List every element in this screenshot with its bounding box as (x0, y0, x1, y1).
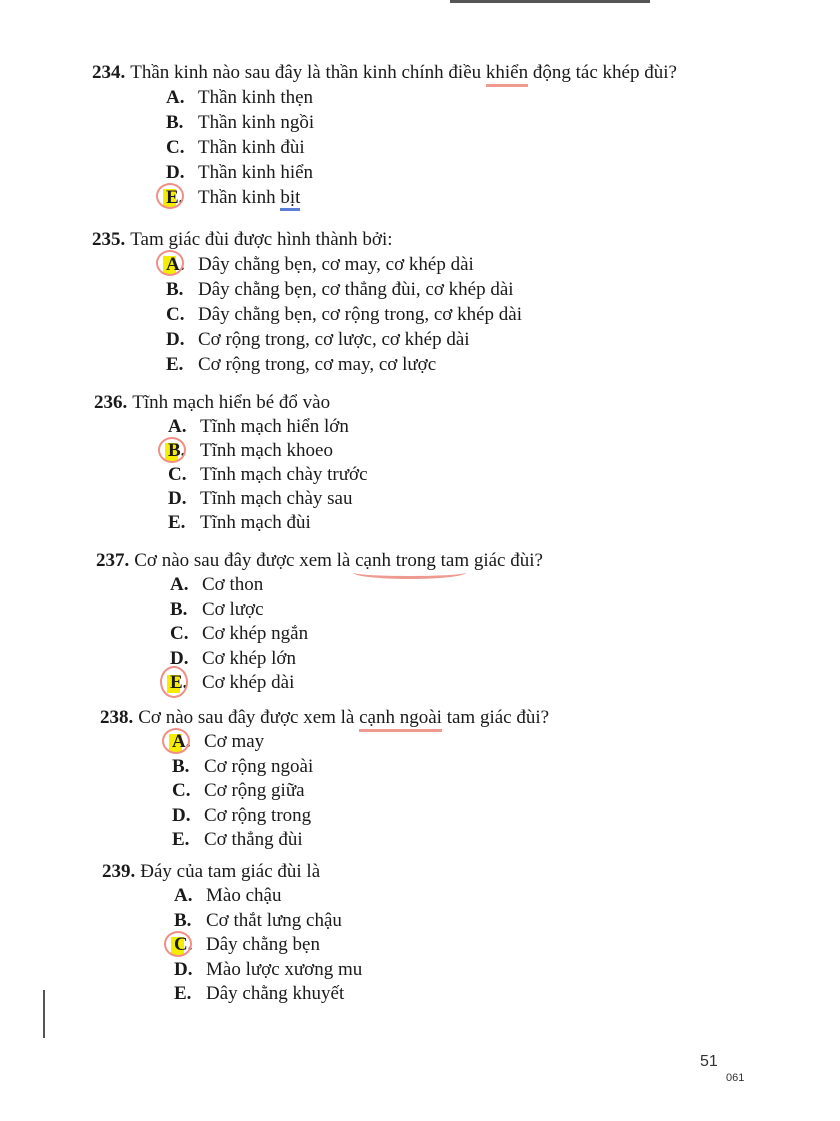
option-letter-text: E. (170, 672, 188, 693)
option-letter: C. (166, 304, 185, 325)
option-a[interactable] (170, 573, 543, 598)
option-letter: E. (166, 354, 184, 375)
option-c[interactable] (166, 302, 522, 327)
option-text: Dây chằng bẹn, cơ rộng trong, cơ khép dài (198, 304, 522, 325)
option-letter: C. (170, 623, 189, 644)
option-letter: B. (172, 755, 190, 777)
option-letter (166, 185, 198, 210)
option-e[interactable] (166, 352, 522, 377)
option-c-selected[interactable] (174, 933, 362, 958)
answer-circle-mark (164, 931, 192, 957)
option-letter: D. (170, 647, 189, 669)
option-letter: D. (166, 162, 185, 183)
option-text: Cơ lược (202, 598, 264, 620)
option-letter: D. (166, 329, 185, 350)
option-letter-text: B. (168, 440, 186, 461)
option-d[interactable] (166, 327, 522, 352)
option-letter (168, 439, 200, 463)
option-d[interactable] (174, 958, 362, 983)
option-letter-text: A. (172, 731, 191, 752)
underlined-word: khiển (486, 62, 528, 87)
option-text: Thần kinh ngồi (198, 112, 315, 133)
option-d[interactable] (166, 160, 677, 185)
option-letter (172, 730, 204, 755)
option-text: Tĩnh mạch chày trước (200, 464, 368, 485)
option-e[interactable] (172, 828, 549, 853)
option-letter: E. (172, 829, 190, 850)
option-text: Thần kinh hiển (198, 162, 314, 183)
question-stem (94, 390, 368, 415)
option-c[interactable] (168, 463, 368, 487)
option-e-selected[interactable] (166, 185, 677, 210)
option-text: Mào chậu (206, 885, 282, 906)
question-text: Đáy của tam giác đùi là (140, 861, 321, 882)
option-e-selected[interactable] (170, 671, 543, 696)
underlined-word: bịt (280, 187, 300, 211)
option-text: Tĩnh mạch đùi (200, 512, 311, 533)
option-b[interactable] (166, 110, 677, 135)
option-text: Cơ rộng trong (204, 804, 312, 826)
option-letter: B. (170, 598, 188, 620)
question-stem (96, 548, 543, 573)
question-stem (92, 60, 677, 85)
option-a[interactable] (174, 884, 362, 909)
option-letter: B. (166, 112, 184, 133)
option-b[interactable] (166, 277, 522, 302)
option-text: Mào lược xương mu (206, 958, 363, 980)
option-letter: D. (172, 804, 191, 826)
option-text: Tĩnh mạch khoeo (200, 440, 333, 461)
question-number: 237. (96, 550, 130, 571)
option-b[interactable] (170, 598, 543, 623)
option-c[interactable] (172, 779, 549, 804)
option-letter: D. (174, 958, 193, 980)
question-text: Cơ nào sau đây được xem là (134, 550, 356, 571)
options-list (174, 884, 362, 1007)
question-number: 236. (94, 392, 128, 413)
question-text: Cơ nào sau đây được xem là (138, 707, 360, 728)
question-235 (92, 227, 522, 377)
option-text: Dây chằng bẹn (206, 934, 320, 955)
margin-scan-mark (43, 990, 45, 1038)
option-text: Dây chằng bẹn, cơ thẳng đùi, cơ khép dài (198, 279, 514, 300)
question-text: tam giác đùi? (435, 550, 543, 571)
option-letter: C. (172, 780, 191, 801)
option-letter: C. (168, 464, 187, 485)
option-b[interactable] (174, 909, 362, 934)
option-c[interactable] (166, 135, 677, 160)
option-letter: E. (168, 512, 186, 533)
question-234 (92, 60, 677, 210)
options-list (168, 415, 368, 535)
options-list (166, 85, 677, 210)
option-letter (166, 252, 198, 277)
question-text: Tam giác đùi được hình thành bởi: (130, 229, 393, 250)
option-text: Cơ rộng ngoài (204, 755, 314, 777)
question-stem (102, 859, 362, 884)
question-number: 238. (100, 707, 134, 728)
option-letter: C. (166, 137, 185, 158)
option-text: Cơ thẳng đùi (204, 829, 303, 850)
question-236 (94, 390, 368, 535)
option-text: Cơ khép lớn (202, 647, 296, 669)
answer-circle-mark (162, 728, 190, 754)
options-list (172, 730, 549, 853)
question-text: tam giác đùi? (441, 707, 550, 728)
option-letter: A. (168, 416, 187, 437)
question-text: Tĩnh mạch hiển bé đổ vào (132, 392, 331, 413)
option-b-selected[interactable] (168, 439, 368, 463)
page-code: 061 (726, 1072, 745, 1084)
option-text: Dây chằng khuyết (206, 983, 345, 1004)
question-text: động tác khép đùi? (528, 62, 677, 83)
option-text: Thần kinh đùi (198, 137, 305, 158)
option-a-selected[interactable] (172, 730, 549, 755)
underlined-phrase: cạnh trong (355, 550, 436, 571)
options-list (166, 252, 522, 377)
option-text: Tĩnh mạch hiển lớn (200, 416, 349, 437)
option-letter (170, 671, 202, 696)
question-239 (102, 859, 362, 1007)
option-d[interactable] (170, 647, 543, 672)
option-letter-text: C. (174, 934, 193, 955)
option-d[interactable] (168, 487, 368, 511)
option-text: Cơ may (204, 731, 265, 752)
option-e[interactable] (168, 511, 368, 535)
option-text: Thần kinh thẹn (198, 87, 314, 108)
option-letter: A. (166, 87, 185, 108)
option-letter (174, 933, 206, 958)
question-237 (96, 548, 543, 696)
option-text: Cơ khép ngắn (202, 623, 309, 644)
question-number: 239. (102, 861, 136, 882)
option-letter-text: A. (166, 254, 185, 275)
option-text: Cơ thon (202, 574, 264, 595)
answer-circle-mark (160, 666, 188, 698)
underlined-phrase: cạnh ngoài (359, 707, 442, 732)
option-a[interactable] (166, 85, 677, 110)
question-number: 234. (92, 62, 126, 83)
option-text: Cơ thắt lưng chậu (206, 909, 342, 931)
question-stem (100, 705, 549, 730)
answer-circle-mark (156, 183, 184, 209)
option-letter: A. (170, 574, 189, 595)
answer-circle-mark (158, 437, 186, 463)
option-a-selected[interactable] (166, 252, 522, 277)
question-text: Thần kinh nào sau đây là thần kinh chính điều (130, 62, 486, 83)
option-text: Cơ rộng trong, cơ lược, cơ khép dài (198, 329, 470, 350)
page-number: 51 (700, 1053, 718, 1070)
option-text: Cơ rộng trong, cơ may, cơ lược (198, 354, 437, 375)
option-d[interactable] (172, 804, 549, 829)
option-letter: B. (174, 909, 192, 931)
option-text: Thần kinh (198, 187, 281, 208)
options-list (170, 573, 543, 696)
option-text: Tĩnh mạch chày sau (200, 488, 353, 509)
option-c[interactable] (170, 622, 543, 647)
answer-circle-mark (156, 250, 184, 276)
question-stem (92, 227, 522, 252)
option-letter: A. (174, 885, 193, 906)
question-number: 235. (92, 229, 126, 250)
option-e[interactable] (174, 982, 362, 1007)
question-238 (100, 705, 549, 853)
option-b[interactable] (172, 755, 549, 780)
option-text: Cơ khép dài (202, 672, 295, 693)
option-letter: B. (166, 279, 184, 300)
option-text: Dây chằng bẹn, cơ may, cơ khép dài (198, 254, 474, 275)
option-letter-text: E. (166, 187, 184, 208)
option-text: Cơ rộng giữa (204, 780, 305, 801)
option-letter: E. (174, 983, 192, 1004)
option-letter: D. (168, 488, 187, 509)
option-a[interactable] (168, 415, 368, 439)
